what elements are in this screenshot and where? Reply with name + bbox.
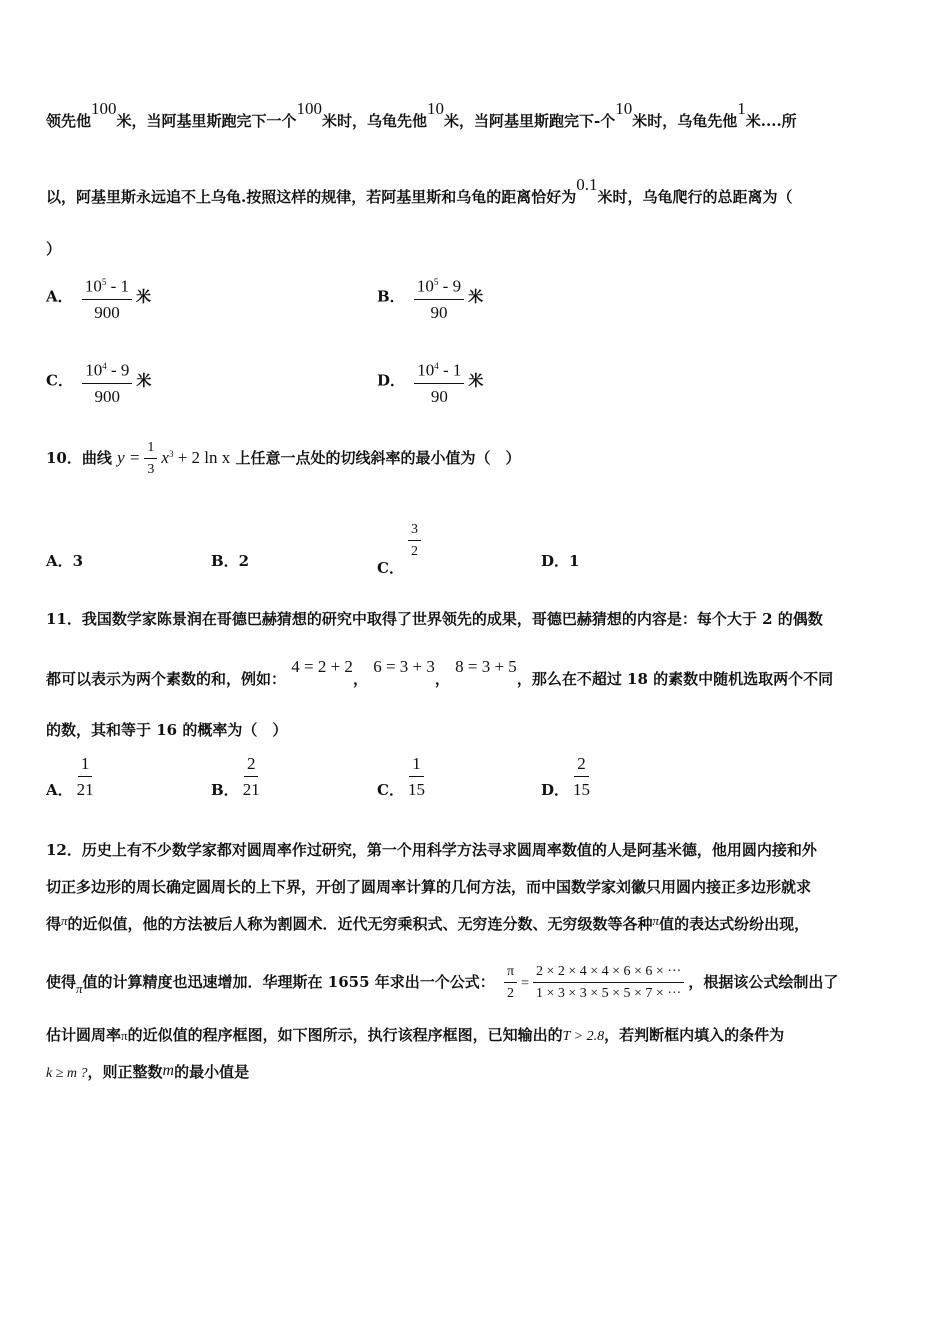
den: 21 (76, 780, 94, 799)
num: 2 × 2 × 4 × 4 × 6 × 6 × ··· (533, 964, 684, 983)
q9-line3: ） (46, 240, 62, 258)
exp: 4 (434, 361, 439, 371)
q12-line2: 切正多边形的周长确定圆周长的上下界，开创了圆周率计算的几何方法，而中国数学家刘徽只用圆内接正多边形就求 (46, 878, 812, 896)
num-rest: - 9 (106, 360, 130, 380)
q10-option-b[interactable]: B．2 (211, 552, 250, 570)
math: 10 (615, 99, 633, 118)
text: ，则正整数 (87, 1063, 163, 1081)
fraction (144, 440, 157, 478)
text: 米，当阿基里斯跑完下-个 (444, 112, 616, 130)
den: 15 (407, 780, 425, 799)
den: 900 (94, 386, 121, 406)
math: 4 = 2 + 2 (291, 657, 353, 676)
num: 3 (408, 522, 421, 541)
den: 2 (410, 544, 418, 559)
q10-option-a[interactable]: A．3 (46, 552, 84, 570)
text: 使得 (46, 973, 77, 991)
exp: 4 (102, 361, 107, 371)
text: 都可以表示为两个素数的和，例如： (46, 670, 287, 688)
math: 6 = 3 + 3 (373, 657, 435, 676)
fraction (77, 754, 94, 800)
q12-line1: 12．历史上有不少数学家都对圆周率作过研究，第一个用科学方法寻求圆周率数值的人是阿基米德，他用圆内接和外 (46, 841, 817, 859)
text: 估计圆周率 (46, 1026, 122, 1044)
num: 1 (409, 754, 424, 777)
option-label: D． (377, 371, 406, 390)
math: k ≥ m ? (46, 1066, 88, 1081)
text: 的近似值，他的方法被后人称为割圆术．近代无穷乘积式、无穷连分数、无穷级数等各种 (67, 915, 653, 933)
q12-line3 (46, 913, 809, 934)
q10-option-d[interactable]: D．1 (541, 552, 580, 570)
den: 15 (573, 780, 591, 799)
fraction (82, 356, 132, 407)
den: 2 (507, 986, 514, 1001)
q11-option-a[interactable] (46, 754, 98, 800)
q9-line2 (46, 175, 793, 207)
num-rest: - 9 (438, 276, 462, 296)
q11-line3: 的数，其和等于 16 的概率为（ ） (46, 721, 288, 739)
text: ，若判断框内填入的条件为 (604, 1026, 785, 1044)
text: 的近似值的程序框图，如下图所示，执行该程序框图，已知输出的 (127, 1026, 563, 1044)
text: 10．曲线 (46, 449, 112, 467)
exp: 3 (168, 449, 174, 459)
q9-option-d[interactable] (377, 356, 483, 407)
text: ，根据该公式绘制出了 (688, 973, 839, 991)
option-label: D． (541, 781, 570, 799)
text: ， (352, 670, 368, 688)
q9-option-c[interactable] (46, 356, 151, 407)
num: π (504, 964, 517, 983)
exp: 5 (101, 277, 107, 287)
formula-y: y = (117, 448, 141, 467)
text: 领先他 (46, 112, 92, 130)
num: 2 (244, 754, 259, 777)
option-label: C． (46, 371, 73, 390)
text: 米时，乌龟爬行的总距离为（ (597, 188, 793, 206)
formula-rest: + 2 ln x (173, 448, 231, 467)
text: 上任意一点处的切线斜率的最小值为（ ） (235, 449, 521, 467)
math: T > 2.8 (562, 1029, 605, 1044)
fraction (408, 754, 425, 800)
fraction (82, 272, 132, 323)
num: 10 (85, 360, 103, 380)
q11-line2 (46, 657, 834, 689)
unit: 米 (468, 371, 484, 390)
text: 值的计算精度也迅速增加．华理斯在 1655 年求出一个公式： (82, 973, 495, 991)
text: 的最小值是 (174, 1063, 250, 1081)
text: 米时，乌龟先他 (632, 112, 738, 130)
den: 3 (147, 462, 155, 477)
pi-symbol: π (121, 1028, 128, 1043)
text: 以，阿基里斯永远追不上乌龟.按照这样的规律，若阿基里斯和乌龟的距离恰好为 (46, 188, 577, 206)
den: 90 (430, 302, 448, 322)
fraction (414, 356, 464, 407)
option-label: A． (46, 287, 73, 306)
math: 100 (296, 99, 323, 118)
text: 得 (46, 915, 62, 933)
fraction (504, 964, 517, 1002)
text: ， (434, 670, 450, 688)
num: 10 (84, 276, 102, 296)
fraction (414, 272, 464, 323)
q9-option-a[interactable] (46, 272, 151, 323)
exp: 5 (433, 277, 439, 287)
q10-option-c[interactable] (377, 522, 425, 577)
option-label: B． (211, 781, 239, 799)
q11-option-c[interactable] (377, 754, 429, 800)
q11-line1: 11．我国数学家陈景润在哥德巴赫猜想的研究中取得了世界领先的成果，哥德巴赫猜想的内容是：每个大于 2 的偶数 (46, 610, 823, 628)
den: 900 (94, 302, 120, 322)
text: 值的表达式纷纷出现， (659, 915, 810, 933)
den: 90 (430, 386, 448, 406)
den: 1 × 3 × 3 × 5 × 5 × 7 × ··· (535, 986, 682, 1001)
unit: 米 (136, 287, 152, 306)
option-label: C． (377, 781, 404, 799)
q11-option-d[interactable] (541, 754, 594, 800)
q12-line4 (46, 964, 838, 1002)
num-rest: - 1 (438, 360, 462, 380)
num-rest: - 1 (106, 276, 130, 296)
pi-symbol: π (76, 981, 83, 996)
math: m (162, 1062, 175, 1079)
num: 2 (574, 754, 589, 777)
fraction (533, 964, 684, 1002)
num: 10 (416, 276, 434, 296)
num: 1 (144, 440, 157, 459)
q11-option-b[interactable] (211, 754, 264, 800)
q9-option-b[interactable] (377, 272, 483, 323)
fraction (573, 754, 590, 800)
math: 1 (737, 99, 746, 118)
math: 10 (427, 99, 445, 118)
text: 米，当阿基里斯跑完下一个 (116, 112, 297, 130)
option-label: C． (377, 559, 404, 577)
q12-line5 (46, 1024, 784, 1045)
q10-stem (46, 440, 521, 478)
q12-line6 (46, 1061, 249, 1082)
q9-line1 (46, 99, 797, 131)
option-label: B． (377, 287, 405, 306)
formula-x: x (161, 448, 169, 467)
fraction (408, 522, 421, 560)
text: 米....所 (745, 112, 797, 130)
num: 10 (417, 360, 435, 380)
pi-symbol: π (61, 913, 68, 928)
option-label: A． (46, 781, 73, 799)
unit: 米 (468, 287, 484, 306)
text: ，那么在不超过 18 的素数中随机选取两个不同 (516, 670, 834, 688)
pi-symbol: π (652, 913, 660, 928)
text: 米时，乌龟先他 (322, 112, 428, 130)
fraction (243, 754, 260, 800)
den: 21 (242, 780, 260, 799)
num: 1 (78, 754, 93, 777)
math: 0.1 (576, 175, 598, 194)
math: 100 (91, 99, 117, 118)
unit: 米 (136, 371, 152, 390)
math: 8 = 3 + 5 (455, 657, 517, 676)
equals: = (521, 976, 529, 991)
